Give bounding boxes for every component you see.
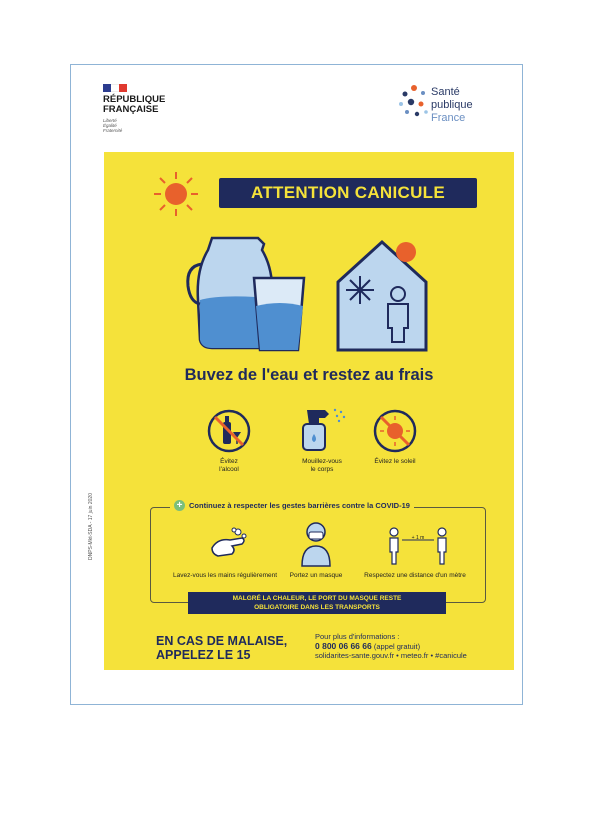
sante-publique-france-logo (397, 82, 497, 130)
attention-canicule-title: ATTENTION CANICULE (219, 178, 477, 208)
no-sun-icon (372, 408, 418, 454)
tip-alcohol-caption: Évitez l'alcool (219, 458, 239, 473)
spf-line3: France (431, 112, 466, 124)
covid-heading: + Continuez à respecter les gestes barrières contre la COVID-19 (170, 500, 414, 511)
side-reference-text: DNPS-Mkt-SDA - 17 juin 2020 (88, 493, 94, 560)
headline: Buvez de l'eau et restez au frais (184, 366, 434, 384)
french-flag-icon (103, 84, 127, 92)
water-jug-and-glass-icon (182, 230, 312, 356)
sun-icon (152, 170, 200, 218)
republique-label: RÉPUBLIQUE FRANÇAISE (103, 94, 166, 115)
distance-label: + 1 m (411, 535, 425, 541)
mask-transport-banner: MALGRÉ LA CHALEUR, LE PORT DU MASQUE RESTE OBLIGATOIRE DANS LES TRANSPORTS (188, 592, 446, 614)
covid-mask-caption: Portez un masque (289, 572, 343, 579)
hand-washing-icon (208, 526, 250, 562)
no-alcohol-icon (206, 408, 252, 454)
malaise-call-15: EN CAS DE MALAISE, APPELEZ LE 15 (156, 634, 288, 662)
tip-spray-caption: Mouillez-vous le corps (302, 458, 342, 473)
spf-line2: publique (431, 99, 473, 111)
info-phone: 0 800 06 66 66 (315, 640, 372, 651)
cool-house-icon (332, 232, 432, 356)
covid-wash-caption: Lavez-vous les mains régulièrement (172, 572, 278, 579)
republique-francaise-logo (103, 84, 171, 133)
more-info-block: Pour plus d'informations : 0 800 06 66 66 (appel gratuit) solidarites-sante.gouv.fr • meteo.fr • #canicule (315, 632, 505, 661)
mask-person-icon (298, 520, 334, 568)
spf-line1: Santé (431, 86, 460, 98)
info-phone-note: (appel gratuit) (373, 641, 421, 651)
molecule-dots-icon (397, 82, 431, 122)
distance-icon (386, 526, 450, 566)
spray-bottle-icon (295, 404, 349, 454)
republique-motto: Liberté Égalité Fraternité (103, 118, 123, 133)
covid-distance-caption: Respectez une distance d'un mètre (364, 572, 466, 579)
plus-icon: + (174, 500, 185, 511)
tip-sun-caption: Évitez le soleil (374, 458, 416, 465)
info-links: solidarites-sante.gouv.fr • meteo.fr • #canicule (315, 651, 467, 660)
